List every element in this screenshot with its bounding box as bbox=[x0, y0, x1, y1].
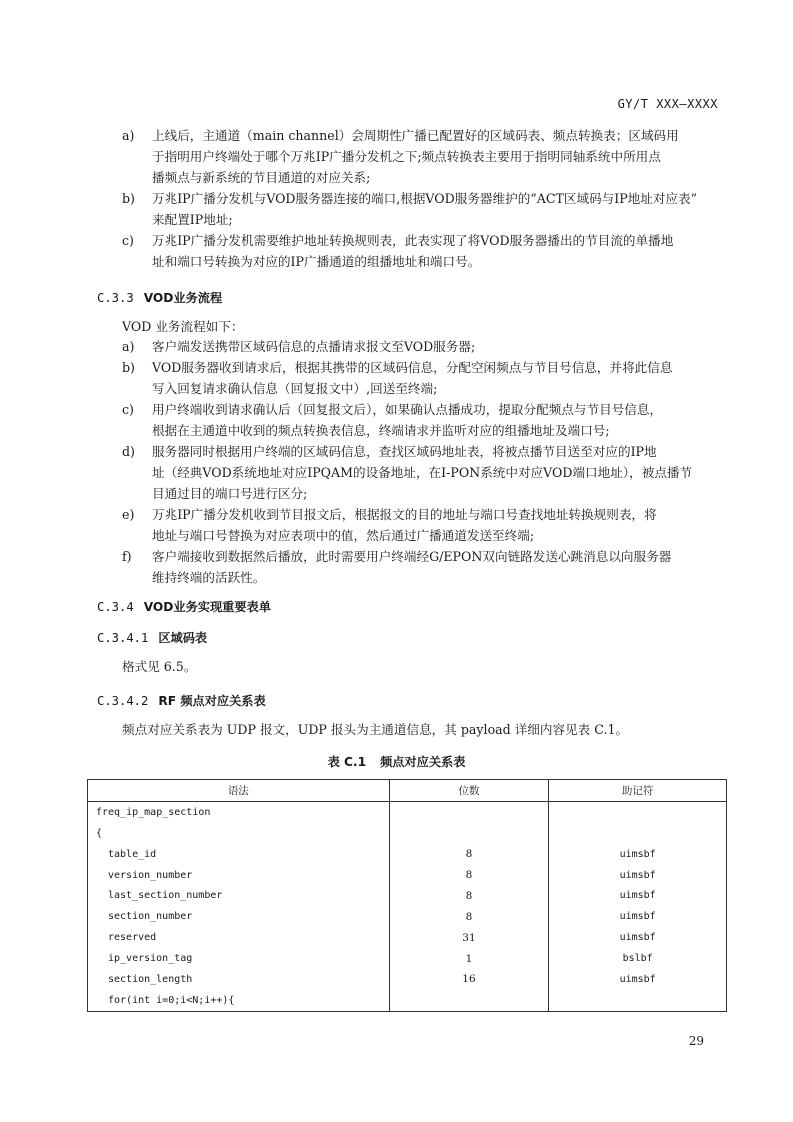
bits-cell: 1 bbox=[389, 948, 549, 969]
table-row bbox=[88, 801, 727, 822]
workflow-list bbox=[122, 336, 722, 588]
syntax-cell: table_id bbox=[88, 844, 390, 865]
syntax-cell: version_number bbox=[88, 865, 390, 886]
mnemonic-cell bbox=[549, 990, 727, 1011]
page-number: 29 bbox=[688, 1034, 704, 1048]
list-item bbox=[122, 357, 722, 399]
syntax-cell: section_number bbox=[88, 906, 390, 927]
syntax-cell: freq_ip_map_section bbox=[88, 801, 390, 822]
list-marker: f) bbox=[122, 549, 132, 564]
line: 维持终端的活跃性。 bbox=[152, 570, 266, 585]
bits-cell: 8 bbox=[389, 844, 549, 865]
line: 根据在主通道中收到的频点转换表信息，终端请求并监听对应的组播地址及端口号; bbox=[152, 423, 610, 438]
list-marker: b) bbox=[122, 191, 135, 206]
list-item bbox=[122, 441, 722, 504]
line: 址（经典VOD系统地址对应IPQAM的设备地址，在I-PON系统中对应VOD端口地址），被点播节 bbox=[152, 465, 693, 480]
bits-cell bbox=[389, 990, 549, 1011]
syntax-cell: ip_version_tag bbox=[88, 948, 390, 969]
mnemonic-cell: uimsbf bbox=[549, 844, 727, 865]
table-row bbox=[88, 885, 727, 906]
section-title: VOD业务实现重要表单 bbox=[143, 600, 271, 614]
bits-cell: 8 bbox=[389, 885, 549, 906]
line: 来配置IP地址; bbox=[152, 212, 233, 227]
list-marker: d) bbox=[122, 444, 135, 459]
intro-list bbox=[122, 125, 722, 272]
syntax-cell: reserved bbox=[88, 927, 390, 948]
table-row bbox=[88, 969, 727, 990]
table-row bbox=[88, 844, 727, 865]
section-heading-c34 bbox=[97, 598, 271, 615]
workflow-intro: VOD 业务流程如下： bbox=[122, 319, 244, 334]
section-title: VOD业务流程 bbox=[143, 291, 223, 305]
mnemonic-cell: uimsbf bbox=[549, 865, 727, 886]
mnemonic-cell: uimsbf bbox=[549, 927, 727, 948]
list-item bbox=[122, 230, 722, 272]
table-caption-title: 频点对应关系表 bbox=[380, 755, 466, 769]
line: 播频点与新系统的节目通道的对应关系; bbox=[152, 170, 371, 185]
table-row bbox=[88, 927, 727, 948]
line: 地址与端口号替换为对应表项中的值，然后通过广播通道发送至终端; bbox=[152, 528, 535, 543]
bits-cell: 16 bbox=[389, 969, 549, 990]
header-mnemonic: 助记符 bbox=[549, 780, 727, 802]
list-item bbox=[122, 125, 722, 188]
syntax-cell: last_section_number bbox=[88, 885, 390, 906]
line: 目通过目的端口号进行区分; bbox=[152, 486, 308, 501]
line: 服务器同时根据用户终端的区域码信息，查找区域码地址表，将被点播节目送至对应的IP地 bbox=[152, 444, 657, 459]
list-marker: c) bbox=[122, 233, 134, 248]
freq-table-text: 频点对应关系表为 UDP 报文，UDP 报头为主通道信息，其 payload 详细内容见表 C.1。 bbox=[122, 722, 629, 737]
bits-cell: 8 bbox=[389, 865, 549, 886]
line: 万兆IP广播分发机需要维护地址转换规则表，此表实现了将VOD服务器播出的节目流的单播地 bbox=[152, 233, 674, 248]
mnemonic-cell: uimsbf bbox=[549, 885, 727, 906]
list-item bbox=[122, 188, 722, 230]
mnemonic-cell: uimsbf bbox=[549, 969, 727, 990]
table-row bbox=[88, 990, 727, 1011]
list-marker: a) bbox=[122, 339, 135, 354]
section-number: C.3.4.1 bbox=[97, 631, 149, 645]
table-row bbox=[88, 906, 727, 927]
section-heading-c342 bbox=[97, 692, 266, 709]
section-heading-c33 bbox=[97, 289, 222, 306]
freq-map-table bbox=[87, 779, 727, 1012]
section-number: C.3.4 bbox=[97, 600, 134, 614]
bits-cell bbox=[389, 823, 549, 844]
list-item bbox=[122, 336, 722, 357]
mnemonic-cell: bslbf bbox=[549, 948, 727, 969]
line: 写入回复请求确认信息（回复报文中）,回送至终端; bbox=[152, 381, 438, 396]
table-row bbox=[88, 823, 727, 844]
line: 上线后，主通道（main channel）会周期性广播已配置好的区域码表、频点转换表；区域码用 bbox=[152, 128, 679, 143]
mnemonic-cell bbox=[549, 823, 727, 844]
list-item bbox=[122, 546, 722, 588]
table-body bbox=[88, 801, 727, 1011]
line: 万兆IP广播分发机与VOD服务器连接的端口,根据VOD服务器维护的“ACT区域码与IP地址对应表” bbox=[152, 191, 698, 206]
line: 于指明用户终端处于哪个万兆IP广播分发机之下;频点转换表主要用于指明同轴系统中所用点 bbox=[152, 149, 661, 164]
table-caption-number: 表 C.1 bbox=[327, 755, 367, 769]
syntax-cell: for(int i=0;i<N;i++){ bbox=[88, 990, 390, 1011]
section-title: 区域码表 bbox=[158, 631, 208, 645]
list-item bbox=[122, 504, 722, 546]
list-marker: e) bbox=[122, 507, 135, 522]
list-item bbox=[122, 399, 722, 441]
line: 万兆IP广播分发机收到节目报文后，根据报文的目的地址与端口号查找地址转换规则表，将 bbox=[152, 507, 657, 522]
document-code: GY/T XXX—XXXX bbox=[617, 97, 718, 111]
section-number: C.3.3 bbox=[97, 291, 134, 305]
table-header-row bbox=[88, 780, 727, 802]
bits-cell: 8 bbox=[389, 906, 549, 927]
list-marker: c) bbox=[122, 402, 134, 417]
section-number: C.3.4.2 bbox=[97, 694, 149, 708]
mnemonic-cell bbox=[549, 801, 727, 822]
header-syntax: 语法 bbox=[88, 780, 390, 802]
line: 用户终端收到请求确认后（回复报文后），如果确认点播成功，提取分配频点与节目号信息， bbox=[152, 402, 663, 417]
section-heading-c341 bbox=[97, 629, 207, 646]
list-marker: a) bbox=[122, 128, 135, 143]
table-row bbox=[88, 948, 727, 969]
area-code-text: 格式见 6.5。 bbox=[122, 659, 197, 674]
syntax-cell: { bbox=[88, 823, 390, 844]
section-title: RF 频点对应关系表 bbox=[158, 694, 266, 708]
line: 址和端口号转换为对应的IP广播通道的组播地址和端口号。 bbox=[152, 254, 481, 269]
list-marker: b) bbox=[122, 360, 135, 375]
bits-cell bbox=[389, 801, 549, 822]
syntax-cell: section_length bbox=[88, 969, 390, 990]
bits-cell: 31 bbox=[389, 927, 549, 948]
table-caption bbox=[0, 753, 793, 770]
mnemonic-cell: uimsbf bbox=[549, 906, 727, 927]
line: VOD服务器收到请求后，根据其携带的区域码信息，分配空闲频点与节目号信息，并将此信息 bbox=[152, 360, 673, 375]
line: 客户端接收到数据然后播放，此时需要用户终端经G/EPON双向链路发送心跳消息以向服务器 bbox=[152, 549, 672, 564]
line: 客户端发送携带区域码信息的点播请求报文至VOD服务器; bbox=[152, 339, 476, 354]
header-bits: 位数 bbox=[389, 780, 549, 802]
table-row bbox=[88, 865, 727, 886]
